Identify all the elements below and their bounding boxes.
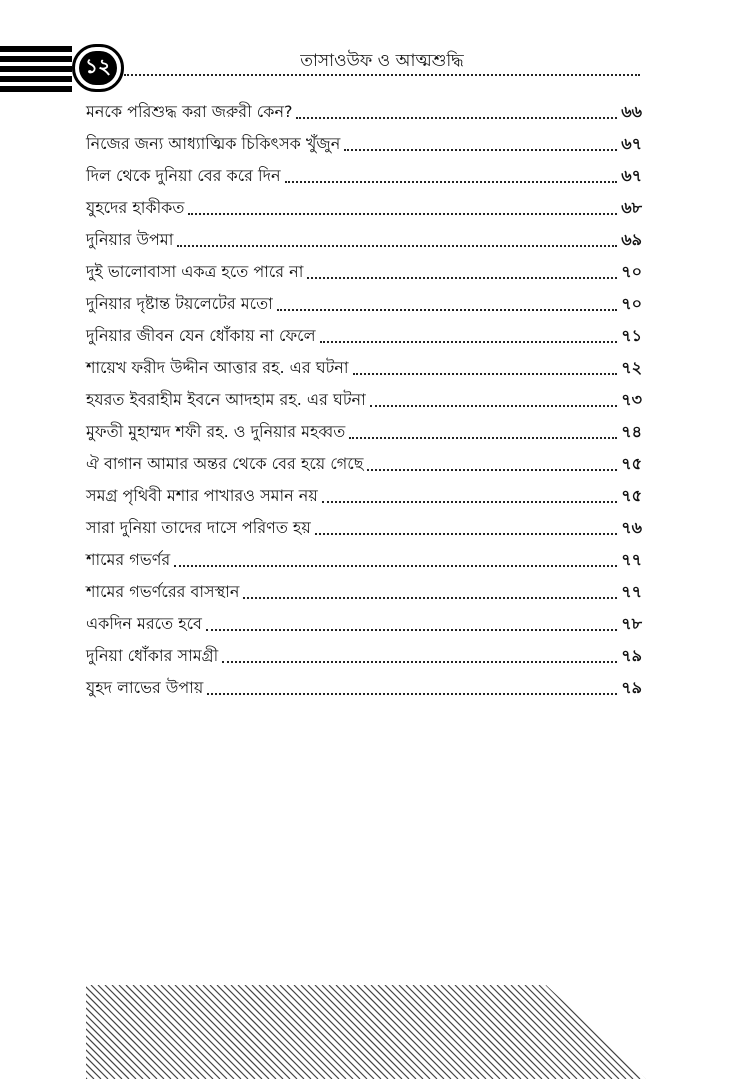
toc-dotted-leader <box>174 565 617 567</box>
toc-dotted-leader <box>277 309 617 311</box>
toc-entry <box>86 256 642 288</box>
toc-entry <box>86 160 642 192</box>
toc-entry <box>86 416 642 448</box>
toc-entry-page: ৭৬ <box>621 518 642 537</box>
toc-dotted-leader <box>349 437 617 439</box>
toc-entry <box>86 352 642 384</box>
toc-dotted-leader <box>188 213 617 215</box>
toc-dotted-leader <box>322 501 617 503</box>
toc-dotted-leader <box>344 149 617 151</box>
toc-entry-page: ৭৫ <box>621 486 642 505</box>
toc-entry-title: দুনিয়ার উপমা <box>86 230 174 249</box>
toc-entry-title: দুই ভালোবাসা একত্র হতে পারে না <box>86 262 304 281</box>
toc-dotted-leader <box>222 661 617 663</box>
toc-dotted-leader <box>177 245 617 247</box>
toc-dotted-leader <box>353 373 618 375</box>
toc-dotted-leader <box>296 117 617 119</box>
running-title: তাসাওউফ ও আত্মশুদ্ধি <box>300 51 464 71</box>
toc-entry-page: ৬৯ <box>621 230 642 249</box>
toc-entry-page: ৭৭ <box>621 582 642 601</box>
toc-entry-title: শায়েখ ফরীদ উদ্দীন আত্তার রহ. এর ঘটনা <box>86 358 349 377</box>
toc-dotted-leader <box>320 341 618 343</box>
toc-entry-title: সমগ্র পৃথিবী মশার পাখারও সমান নয় <box>86 486 318 505</box>
toc-entry-page: ৬৭ <box>621 134 642 153</box>
toc-entry <box>86 128 642 160</box>
toc-entry-title: দিল থেকে দুনিয়া বের করে দিন <box>86 166 281 185</box>
toc-dotted-leader <box>206 629 617 631</box>
toc-entry-page: ৭১ <box>621 326 642 345</box>
toc-entry-title: যুহদের হাকীকত <box>86 198 185 217</box>
toc-entry-page: ৭৩ <box>621 390 642 409</box>
toc-entry <box>86 544 642 576</box>
toc-entry-page: ৭২ <box>621 358 642 377</box>
toc-entry-title: দুনিয়ার জীবন যেন ধোঁকায় না ফেলে <box>86 326 316 345</box>
toc-entry-title: যুহদ লাভের উপায় <box>86 678 204 697</box>
toc-dotted-leader <box>367 469 617 471</box>
toc-entry <box>86 320 642 352</box>
toc-entry <box>86 96 642 128</box>
toc-entry-page: ৭৫ <box>621 454 642 473</box>
toc-entry <box>86 384 642 416</box>
toc-entry-title: মনকে পরিশুদ্ধ করা জরুরী কেন? <box>86 102 293 121</box>
toc-entry-page: ৭৯ <box>621 646 642 665</box>
toc-entry-title: নিজের জন্য আধ্যাত্মিক চিকিৎসক খুঁজুন <box>86 134 341 153</box>
toc-entry <box>86 672 642 704</box>
toc-dotted-leader <box>243 597 617 599</box>
toc-entry-title: ঐ বাগান আমার অন্তর থেকে বের হয়ে গেছে <box>86 454 364 473</box>
toc-entry <box>86 224 642 256</box>
toc-entry-page: ৬৮ <box>621 198 642 217</box>
footer-hatch-decoration <box>86 985 646 1079</box>
toc-entry-page: ৭৪ <box>621 422 642 441</box>
toc-entry-title: মুফতী মুহাম্মদ শফী রহ. ও দুনিয়ার মহব্বত <box>86 422 346 441</box>
header-dotted-rule <box>124 74 640 76</box>
toc-entry-title: শামের গভর্ণর <box>86 550 171 569</box>
toc-entry-page: ৬৬ <box>621 102 642 121</box>
toc-entry-page: ৬৭ <box>621 166 642 185</box>
toc-entry-title: সারা দুনিয়া তাদের দাসে পরিণত হয় <box>86 518 311 537</box>
toc-entry <box>86 576 642 608</box>
toc-entry <box>86 608 642 640</box>
toc-entry-title: শামের গভর্ণরের বাসস্থান <box>86 582 240 601</box>
header-bars-decoration <box>0 46 72 92</box>
toc-entry <box>86 288 642 320</box>
toc-dotted-leader <box>207 693 617 695</box>
toc-dotted-leader <box>315 533 617 535</box>
toc-entry-page: ৭৯ <box>621 678 642 697</box>
toc-entry-page: ৭৭ <box>621 550 642 569</box>
toc-dotted-leader <box>307 277 617 279</box>
page-number: ১২ <box>79 51 117 85</box>
toc-entry-page: ৭০ <box>621 262 642 281</box>
toc-entry-page: ৭০ <box>621 294 642 313</box>
toc-entry-page: ৭৮ <box>621 614 642 633</box>
toc-entry <box>86 640 642 672</box>
toc-entry-title: হযরত ইবরাহীম ইবনে আদহাম রহ. এর ঘটনা <box>86 390 366 409</box>
toc-entry <box>86 192 642 224</box>
toc-entry-title: দুনিয়া ধোঁকার সামগ্রী <box>86 646 219 665</box>
toc-entry <box>86 480 642 512</box>
toc-entry-title: দুনিয়ার দৃষ্টান্ত টয়লেটের মতো <box>86 294 273 313</box>
toc-dotted-leader <box>370 405 617 407</box>
page-number-badge <box>72 44 124 92</box>
table-of-contents <box>86 96 642 704</box>
toc-entry-title: একদিন মরতে হবে <box>86 614 202 633</box>
toc-entry <box>86 448 642 480</box>
toc-entry <box>86 512 642 544</box>
toc-dotted-leader <box>285 181 618 183</box>
